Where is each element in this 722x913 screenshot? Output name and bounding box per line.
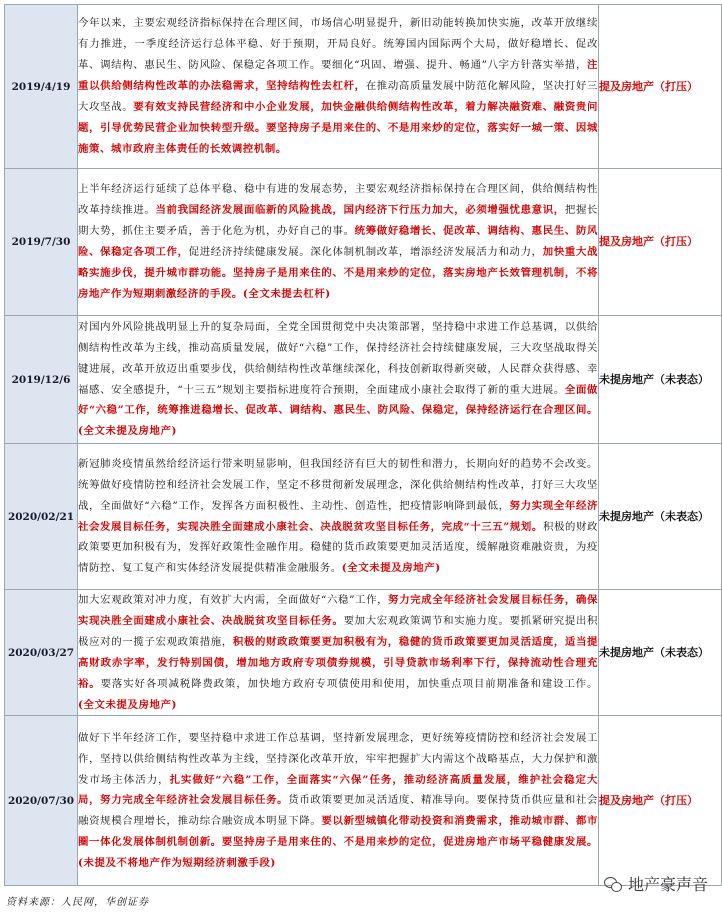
highlighted-text: 积极的财政政策要更加积极有为，稳健的货币政策要更加灵活适度，适当提高财政赤字率，发行特别国债，增加地方政府专项债券规模，引导贷款市场利率下行，保持流动性合理充裕。 (78, 635, 599, 690)
policy-row (5, 444, 722, 590)
highlighted-text: 全面做好“六稳”工作，统筹推进稳增长、促改革、调结构、惠民生、防风险、保稳定，保持经济运行在合理区间。(全文未提及房地产) (78, 383, 598, 438)
summary-text: 把握长期大势，抓住主要矛盾，善于化危为机，办好自己的事。 (78, 204, 598, 238)
summary-text: 要落实好各项减税降费政策，加快地方政府专项债使用和使用，加快重点项目前期准备和建设工作。 (100, 677, 598, 690)
real-estate-stance: 未提房地产（未表态） (599, 444, 722, 590)
highlighted-text: 统筹做好稳增长、促改革、调结构、惠民生、防风险、保稳定各项工作， (78, 225, 599, 258)
meeting-summary (78, 444, 599, 590)
highlighted-text: (全文未提及房地产) (341, 562, 441, 575)
wechat-icon (604, 876, 622, 892)
summary-text: 新冠肺炎疫情虽然给经济运行带来明显影响，但我国经济有巨大的韧性和潜力，长期向好的趋势不会改变。统筹做好疫情防控和经济社会发展工作，坚定不移贯彻新发展理念，深化供给侧结构性改革，打好三大攻坚战，全面做好“六稳”工作，发挥各方面积极性、主动性、创造性，把疫情影响降到最低， (78, 457, 598, 512)
meeting-summary (78, 169, 599, 316)
summary-text: 在推动高质量发展中防范化解风险，坚决打好三大攻坚战。 (78, 80, 598, 113)
policy-row (5, 590, 722, 716)
real-estate-stance: 提及房地产（打压） (599, 169, 722, 316)
real-estate-stance: 未提房地产（未表态） (599, 316, 722, 444)
policy-row (5, 5, 722, 169)
policy-table (4, 4, 722, 886)
summary-text: 做好下半年经济工作，要坚持稳中求进工作总基调，坚持新发展理念，更好统筹疫情防控和经济社会发展工作，坚持以供给侧结构性改革为主线，坚持深化改革开放，牢牢把握扩大内需这个战略基点，大力保护和激发市场主体活力， (78, 731, 598, 786)
source-note: 资料来源：人民网，华创证券 (6, 897, 149, 908)
highlighted-text: 当前我国经济发展面临新的风险挑战，国内经济下行压力加大，必须增强忧患意识， (155, 204, 565, 217)
real-estate-stance: 未提房地产（未表态） (599, 590, 722, 716)
summary-text: 积极的财政政策要更加积极有为，发挥好政策性金融作用。稳健的货币政策要更加灵活适度，缓解融资难融资贵，为疫情防控、复工复产和实体经济发展提供精准金融服务。 (78, 520, 598, 575)
summary-text: 今年以来，主要宏观经济指标保持在合理区间，市场信心明显提升，新旧动能转换加快实施，改革开放继续有力推进，一季度经济运行总体平稳、好于预期，开局良好。统筹国内国际两个大局，做好稳增长、促改革、调结构、惠民生、防风险、保稳定各项工作。要细化“巩固、增强、提升、畅通”八字方针落实举措， (78, 17, 598, 72)
highlighted-text: 加快重大战略实施步伐，提升城市群功能。坚持房子是用来住的、不是用来炒的定位，落实房地产长效管理机制，不将房地产作为短期刺激经济的手段。(全文未提去杠杆) (78, 246, 599, 300)
policy-row (5, 169, 722, 316)
meeting-summary (78, 5, 599, 169)
real-estate-stance: 提及房地产（打压） (599, 716, 722, 886)
meeting-date: 2019/4/19 (5, 5, 78, 169)
real-estate-stance: 提及房地产（打压） (599, 5, 722, 169)
policy-table-body (5, 5, 722, 886)
summary-text: 要加大宏观政策调节和实施力度。要抓紧研究提出积极应对的一揽子宏观政策措施， (78, 614, 598, 648)
meeting-date: 2019/12/6 (5, 316, 78, 444)
policy-row (5, 716, 722, 886)
meeting-summary (78, 716, 599, 886)
summary-text: 促进经济持续健康发展。深化体制机制改革，增添经济发展活力和动力， (188, 246, 543, 258)
meeting-date: 2020/03/27 (5, 590, 78, 716)
watermark-text: 地产豪声音 (627, 875, 708, 894)
highlighted-text: 注重以供给侧结构性改革的办法稳需求，坚持结构性去杠杆， (78, 59, 598, 93)
highlighted-text: 努力实现全年经济社会发展目标任务，实现决胜全面建成小康社会、决战脱贫攻坚目标任务，完成“十三五”规划。 (78, 499, 598, 533)
highlighted-text: 要以新型城镇化带动投资和消费需求，推动城市群、都市圈一体化发展体制机制创新。要坚持房子是用来住的、不是用来炒的定位，促进房地产市场平稳健康发展。(未提及不将地产作为短期经济刺激手段) (78, 815, 598, 870)
summary-text: 加大宏观政策对冲力度，有效扩大内需，全面做好“六稳”工作， (78, 594, 389, 606)
meeting-date: 2020/07/30 (5, 716, 78, 886)
summary-text: 货币政策要更加灵活适度、精准导向。要保持货币供应量和社会融资规模合理增长，推动综合融资成本明显下降。 (78, 794, 599, 828)
highlighted-text: 要有效支持民营经济和中小企业发展，加快金融供给侧结构性改革，着力解决融资难、融资贵问题，引导优势民营企业加快转型升级。要坚持房子是用来住的、不是用来炒的定位，落实好一城一策、因城施策、城市政府主体责任的长效调控机制。 (78, 100, 598, 155)
summary-text: 对国内外风险挑战明显上升的复杂局面，全党全国贯彻党中央决策部署，坚持稳中求进工作总基调，以供给侧结构性改革为主线，推动高质量发展，做好“六稳”工作，保持经济社会持续健康发展，三大攻坚战取得关键进展，改革开放迈出重要步伐，供给侧结构性改革继续深化，科技创新取得新突破，人民群众获得感、幸福感、安全感提升，“十三五”规划主要指标进度符合预期，全面建成小康社会取得了新的重大进展。 (78, 320, 598, 396)
meeting-summary (78, 316, 599, 444)
watermark (604, 872, 708, 895)
summary-text: 上半年经济运行延续了总体平稳、稳中有进的发展态势，主要宏观经济指标保持在合理区间，供给侧结构性改革持续推进。 (78, 183, 598, 217)
highlighted-text: 努力完成全年经济社会发展目标任务，确保实现决胜全面建成小康社会、决战脱贫攻坚目标任务。 (78, 594, 598, 627)
meeting-summary (78, 590, 599, 716)
policy-row (5, 316, 722, 444)
highlighted-text: (全文未提及房地产) (78, 698, 177, 711)
highlighted-text: 扎实做好“六稳”工作，全面落实“六保”任务，推动经济高质量发展，维护社会稳定大局，努力完成全年经济社会发展目标任务。 (78, 773, 598, 807)
meeting-date: 2020/02/21 (5, 444, 78, 590)
meeting-date: 2019/7/30 (5, 169, 78, 316)
